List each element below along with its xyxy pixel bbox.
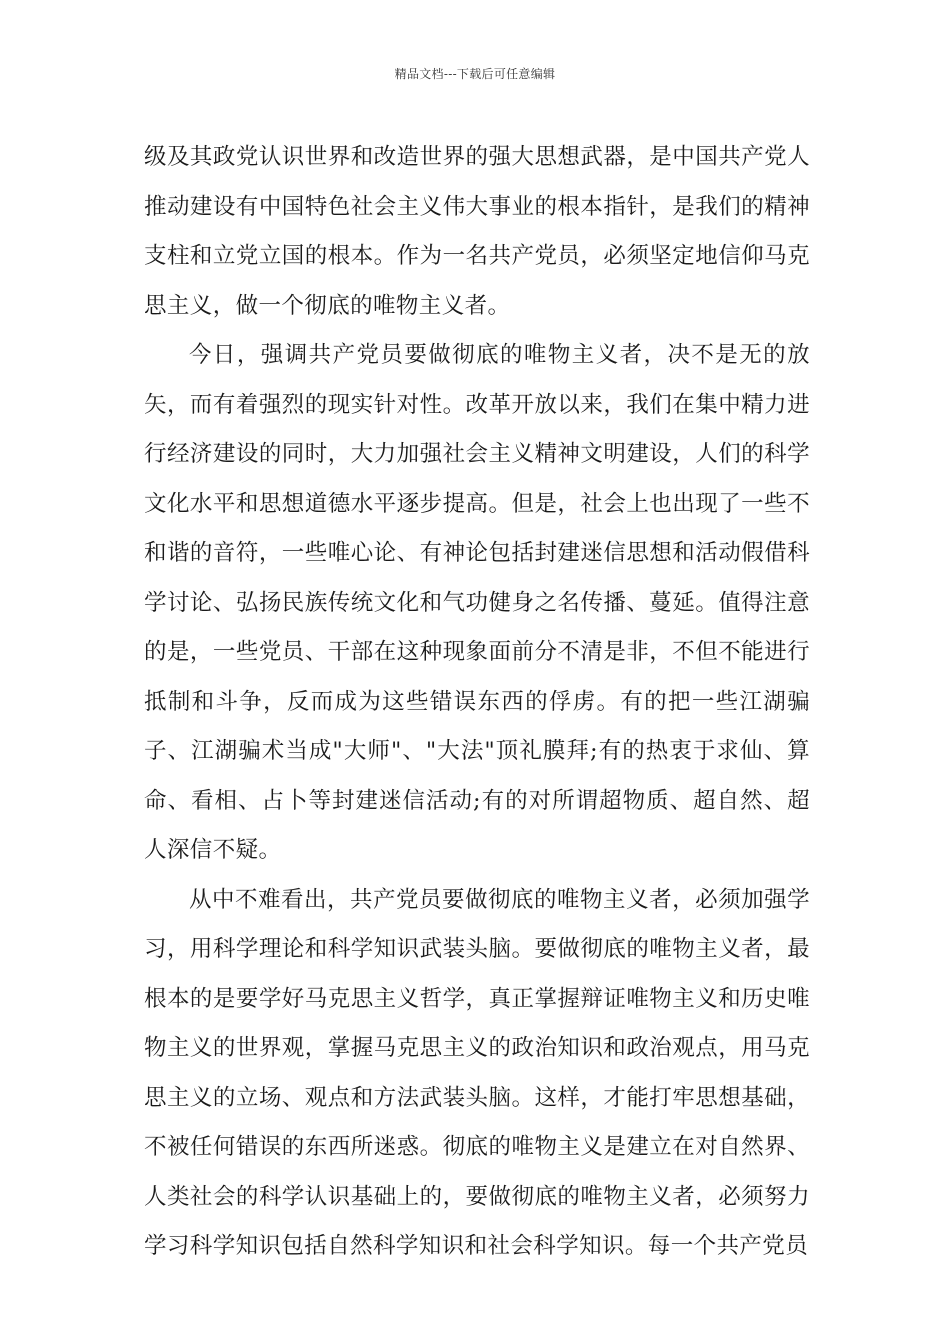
- paragraph-3: 从中不难看出，共产党员要做彻底的唯物主义者，必须加强学习，用科学理论和科学知识武装头脑。要做彻底的唯物主义者，最根本的是要学好马克思主义哲学，真正掌握辩证唯物主义和历史唯物主义的世界观，掌握马克思主义的政治知识和政治观点，用马克思主义的立场、观点和方法武装头脑。这样，才能打牢思想基础，不被任何错误的东西所迷惑。彻底的唯物主义是建立在对自然界、人类社会的科学认识基础上的，要做彻底的唯物主义者，必须努力学习科学知识包括自然科学知识和社会科学知识。每一个共产党员: [144, 886, 810, 1259]
- page-header: 精品文档---下载后可任意编辑: [394, 67, 556, 81]
- paragraph-2: 今日，强调共产党员要做彻底的唯物主义者，决不是无的放矢，而有着强烈的现实针对性。改革开放以来，我们在集中精力进行经济建设的同时，大力加强社会主义精神文明建设，人们的科学文化水平和思想道德水平逐步提高。但是，社会上也出现了一些不和谐的音符，一些唯心论、有神论包括封建迷信思想和活动假借科学讨论、弘扬民族传统文化和气功健身之名传播、蔓延。值得注意的是，一些党员、干部在这种现象面前分不清是非，不但不能进行抵制和斗争，反而成为这些错误东西的俘虏。有的把一些江湖骗子、江湖骗术当成"大师"、"大法"顶礼膜拜;有的热衷于求仙、算命、看相、占卜等封建迷信活动;有的对所谓超物质、超自然、超人深信不疑。: [144, 342, 810, 863]
- document-body: [144, 133, 810, 1272]
- paragraph-1: 级及其政党认识世界和改造世界的强大思想武器，是中国共产党人推动建设有中国特色社会主义伟大事业的根本指针，是我们的精神支柱和立党立国的根本。作为一名共产党员，必须坚定地信仰马克思主义，做一个彻底的唯物主义者。: [144, 144, 810, 319]
